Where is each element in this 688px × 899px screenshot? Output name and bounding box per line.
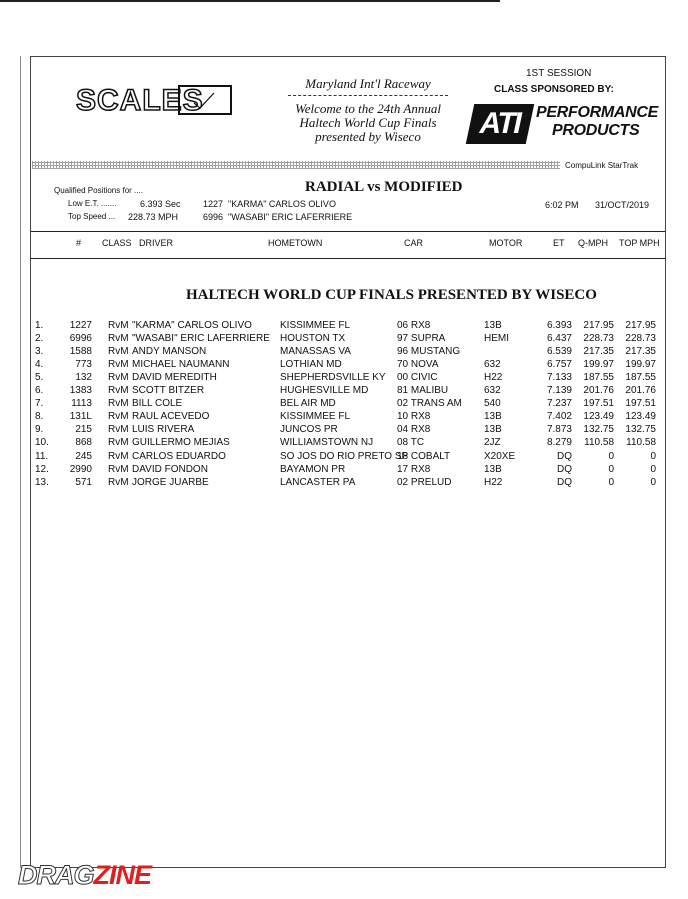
cell-car: 96 MUSTANG	[397, 346, 461, 358]
qualified-label: Qualified Positions for ....	[54, 186, 143, 195]
cell-car: 00 CIVIC	[397, 372, 438, 384]
cell-car: 10 RX8	[397, 411, 431, 423]
cell-et: DQ	[557, 476, 572, 488]
cell-motor: 540	[484, 398, 501, 410]
cell-num: 245	[75, 450, 92, 462]
cell-driver: "KARMA" CARLOS OLIVO	[132, 320, 252, 331]
ati-performance-logo	[470, 104, 659, 144]
top-speed-value: 228.73 MPH	[128, 212, 179, 222]
top-speed-label: Top Speed ...	[68, 212, 116, 221]
cell-car: 04 RX8	[397, 424, 431, 436]
cell-num: 2990	[69, 463, 92, 475]
cell-qmph: 187.55	[583, 372, 614, 384]
cell-qmph: 132.75	[583, 424, 614, 436]
cell-pos: 2.	[35, 333, 44, 345]
cell-cls: RvM	[108, 463, 129, 475]
ati-logo-line2: PRODUCTS	[552, 122, 640, 139]
cell-cls: RvM	[108, 411, 129, 423]
cell-topmph: 217.35	[625, 346, 656, 358]
top-edge-line	[0, 0, 500, 2]
cell-pos: 7.	[35, 398, 44, 410]
scales-logo-text: SCALES	[76, 84, 204, 117]
cell-pos: 3.	[35, 346, 44, 358]
cell-motor: H22	[484, 372, 503, 384]
cell-et: 7.133	[546, 372, 572, 384]
cell-cls: RvM	[108, 385, 129, 397]
cell-hometown: SO JOS DO RIO PRETO SP	[280, 450, 409, 462]
cell-motor: 13B	[484, 424, 502, 436]
cell-driver: GUILLERMO MEJIAS	[132, 437, 230, 449]
track-name: Maryland Int'l Raceway	[305, 76, 431, 91]
table-row	[0, 320, 688, 333]
cell-motor: 632	[484, 385, 501, 397]
cell-pos: 8.	[35, 411, 44, 423]
cell-cls: RvM	[108, 476, 129, 488]
timing-banner-strip	[32, 161, 560, 169]
cell-topmph: 217.95	[625, 320, 656, 331]
cell-qmph: 217.95	[583, 320, 614, 331]
cell-car: 17 RX8	[397, 463, 431, 475]
cell-topmph: 197.51	[625, 398, 656, 410]
cell-hometown: HUGHESVILLE MD	[280, 385, 369, 397]
cell-num: 132	[75, 372, 92, 384]
cell-motor: 2JZ	[484, 437, 501, 449]
cell-et: 7.237	[546, 398, 572, 410]
cell-et: DQ	[557, 463, 572, 475]
cell-topmph: 199.97	[625, 359, 656, 371]
cell-hometown: WILLIAMSTOWN NJ	[280, 437, 374, 449]
cell-motor: X20XE	[484, 450, 516, 462]
dragzine-drag: DRAG	[18, 860, 94, 890]
cell-pos: 6.	[35, 385, 44, 397]
cell-num: 1113	[71, 398, 92, 410]
header-rule-bottom	[31, 258, 665, 259]
cell-cls: RvM	[108, 359, 129, 371]
cell-num: 571	[75, 476, 92, 488]
welcome-line-1: Welcome to the 24th Annual	[295, 101, 441, 116]
cell-pos: 9.	[35, 424, 44, 436]
cell-car: 08 TC	[397, 437, 425, 449]
col-et: ET	[553, 238, 565, 248]
low-et-holder: 1227 "KARMA" CARLOS OLIVO	[203, 199, 336, 209]
cell-hometown: SHEPHERDSVILLE KY	[280, 372, 386, 384]
cell-num: 773	[75, 359, 92, 371]
cell-topmph: 187.55	[625, 372, 656, 384]
cell-num: 1588	[69, 346, 92, 358]
cell-driver: ANDY MANSON	[132, 346, 207, 358]
cell-qmph: 110.58	[584, 437, 614, 449]
cell-topmph: 0	[650, 450, 656, 462]
report-date: 31/OCT/2019	[595, 200, 650, 210]
cell-hometown: KISSIMMEE FL	[280, 411, 351, 423]
table-row	[0, 385, 688, 398]
cell-topmph: 228.73	[625, 333, 656, 345]
cell-pos: 12.	[35, 463, 49, 475]
cell-driver: SCOTT BITZER	[132, 385, 205, 397]
col-qmph: Q-MPH	[578, 238, 608, 248]
col-motor: MOTOR	[489, 238, 523, 248]
table-row	[0, 464, 688, 477]
cell-motor: HEMI	[484, 333, 509, 345]
cell-topmph: 132.75	[625, 424, 656, 436]
table-row	[0, 424, 688, 437]
cell-num: 868	[75, 437, 92, 449]
cell-num: 1383	[69, 385, 92, 397]
cell-motor: 13B	[484, 411, 502, 423]
cell-pos: 4.	[35, 359, 44, 371]
welcome-line-2: Haltech World Cup Finals	[299, 115, 437, 130]
cell-cls: RvM	[108, 320, 129, 331]
cell-et: 8.279	[546, 437, 572, 449]
dragzine-zine: ZINE	[93, 860, 152, 890]
cell-cls: RvM	[108, 398, 129, 410]
cell-hometown: BAYAMON PR	[280, 463, 346, 475]
scales-logo	[76, 78, 234, 130]
cell-car: 97 SUPRA	[397, 333, 446, 345]
col-number: #	[76, 238, 82, 248]
col-hometown: HOMETOWN	[268, 238, 323, 248]
cell-hometown: MANASSAS VA	[280, 346, 351, 358]
cell-topmph: 0	[650, 476, 656, 488]
cell-hometown: JUNCOS PR	[280, 424, 338, 436]
cell-car: 02 PRELUD	[397, 476, 452, 488]
cell-cls: RvM	[108, 372, 129, 384]
cell-pos: 10.	[35, 437, 49, 449]
cell-driver: BILL COLE	[132, 398, 183, 410]
cell-topmph: 110.58	[626, 437, 656, 449]
table-row	[0, 372, 688, 385]
table-row	[0, 333, 688, 346]
low-et-label: Low E.T. .......	[68, 199, 117, 208]
cell-num: 131L	[69, 411, 92, 423]
cell-et: 6.437	[546, 333, 572, 345]
sponsor-label: CLASS SPONSORED BY:	[494, 84, 614, 95]
class-title: RADIAL vs MODIFIED	[305, 179, 463, 195]
cell-cls: RvM	[108, 333, 129, 345]
cell-car: 06 RX8	[397, 320, 431, 331]
cell-hometown: LANCASTER PA	[280, 476, 356, 488]
check-icon	[178, 85, 232, 115]
table-row	[0, 437, 688, 450]
col-topmph: TOP MPH	[619, 238, 660, 248]
cell-car: 70 NOVA	[397, 359, 439, 371]
cell-driver: RAUL ACEVEDO	[132, 411, 210, 423]
cell-pos: 13.	[35, 476, 49, 488]
cell-qmph: 217.35	[583, 346, 614, 358]
table-row	[0, 411, 688, 424]
cell-hometown: BEL AIR MD	[280, 398, 336, 410]
top-speed-holder: 6996 "WASABI" ERIC LAFERRIERE	[203, 212, 353, 222]
cell-pos: 5.	[35, 372, 44, 384]
cell-num: 1227	[69, 320, 92, 331]
cell-et: 7.873	[546, 424, 572, 436]
cell-num: 215	[75, 424, 92, 436]
report-time: 6:02 PM	[545, 200, 579, 210]
cell-motor: 13B	[484, 320, 502, 331]
cell-qmph: 199.97	[583, 359, 614, 371]
table-row	[0, 477, 688, 490]
cell-pos: 1.	[35, 320, 44, 331]
table-row	[0, 346, 688, 359]
table-row	[0, 359, 688, 372]
cell-hometown: KISSIMMEE FL	[280, 320, 351, 331]
cell-cls: RvM	[108, 346, 129, 358]
table-row	[0, 451, 688, 464]
cell-driver: LUIS RIVERA	[132, 424, 195, 436]
cell-et: 6.757	[546, 359, 572, 371]
cell-car: 02 TRANS AM	[397, 398, 462, 410]
low-et-value: 6.393 Sec	[140, 199, 181, 209]
cell-hometown: HOUSTON TX	[280, 333, 346, 345]
cell-cls: RvM	[108, 450, 129, 462]
col-car: CAR	[404, 238, 424, 248]
cell-qmph: 201.76	[583, 385, 614, 397]
cell-qmph: 123.49	[583, 411, 614, 423]
cell-car: 81 MALIBU	[397, 385, 449, 397]
cell-cls: RvM	[108, 437, 129, 449]
cell-motor: H22	[484, 476, 503, 488]
cell-driver: DAVID MEREDITH	[132, 372, 217, 384]
cell-qmph: 197.51	[583, 398, 614, 410]
cell-driver: "WASABI" ERIC LAFERRIERE	[132, 333, 270, 345]
track-underline	[288, 95, 448, 96]
cell-topmph: 0	[650, 463, 656, 475]
table-row	[0, 398, 688, 411]
cell-hometown: LOTHIAN MD	[280, 359, 342, 371]
welcome-line-3: presented by Wiseco	[315, 129, 421, 144]
cell-driver: CARLOS EDUARDO	[132, 450, 226, 462]
cell-pos: 11.	[35, 450, 49, 462]
cell-driver: DAVID FONDON	[132, 463, 208, 475]
cell-qmph: 0	[608, 476, 614, 488]
cell-car: 18 COBALT	[397, 450, 451, 462]
cell-et: DQ	[557, 450, 572, 462]
cell-qmph: 0	[608, 450, 614, 462]
ati-logo-mark: ATI	[466, 104, 535, 144]
col-driver: DRIVER	[139, 238, 174, 248]
cell-motor: 632	[484, 359, 501, 371]
compulink-label: CompuLink StarTrak	[565, 161, 639, 170]
header-rule-top	[31, 231, 665, 232]
cell-driver: JORGE JUARBE	[132, 476, 209, 488]
session-label: 1ST SESSION	[526, 68, 592, 79]
cell-topmph: 123.49	[625, 411, 656, 423]
dragzine-watermark	[18, 860, 151, 891]
cell-et: 7.139	[546, 385, 572, 397]
ati-logo-line1: PERFORMANCE	[536, 104, 659, 121]
cell-qmph: 228.73	[583, 333, 614, 345]
cell-num: 6996	[69, 333, 92, 345]
col-class: CLASS	[102, 238, 132, 248]
cell-cls: RvM	[108, 424, 129, 436]
cell-et: 7.402	[546, 411, 572, 423]
cell-et: 6.393	[546, 320, 572, 331]
event-title: HALTECH WORLD CUP FINALS PRESENTED BY WISECO	[186, 287, 597, 303]
cell-qmph: 0	[608, 463, 614, 475]
cell-topmph: 201.76	[625, 385, 656, 397]
cell-et: 6.539	[546, 346, 572, 358]
cell-driver: MICHAEL NAUMANN	[132, 359, 230, 371]
cell-motor: 13B	[484, 463, 502, 475]
